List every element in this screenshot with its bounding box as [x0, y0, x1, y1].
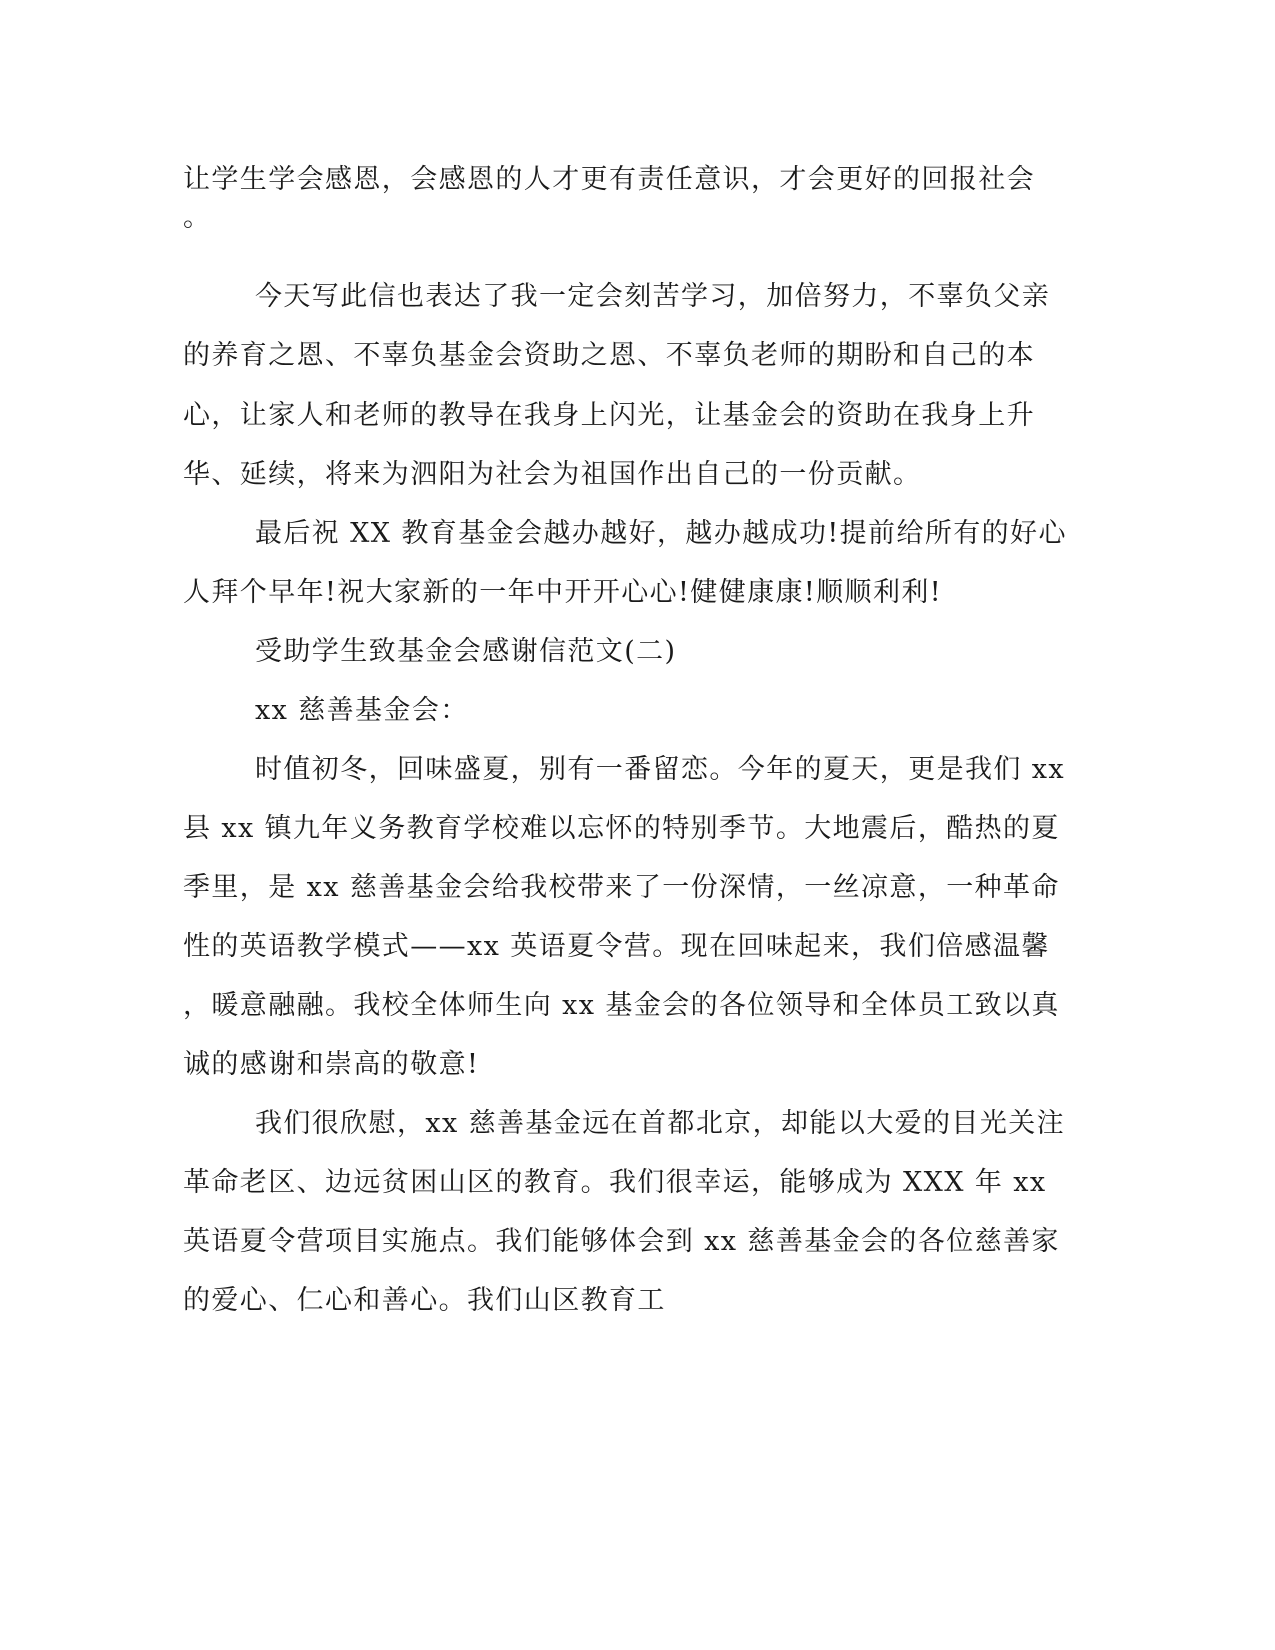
- paragraph-line: 最后祝 XX 教育基金会越办越好，越办越成功!提前给所有的好心: [255, 518, 1067, 549]
- salutation: xx 慈善基金会：: [255, 695, 469, 726]
- paragraph-line: 。: [183, 202, 212, 233]
- paragraph-line: 今天写此信也表达了我一定会刻苦学习，加倍努力，不辜负父亲: [255, 281, 1051, 312]
- paragraph-line: 的爱心、仁心和善心。我们山区教育工: [183, 1285, 666, 1316]
- paragraph-line: 季里，是 xx 慈善基金会给我校带来了一份深情，一丝凉意，一种革命: [183, 872, 1060, 903]
- paragraph-line: 县 xx 镇九年义务教育学校难以忘怀的特别季节。大地震后，酷热的夏: [183, 813, 1060, 844]
- paragraph-line: 心，让家人和老师的教导在我身上闪光，让基金会的资助在我身上升: [183, 400, 1035, 431]
- section-heading: 受助学生致基金会感谢信范文(二): [255, 636, 677, 667]
- paragraph-line: 时值初冬，回味盛夏，别有一番留恋。今年的夏天，更是我们 xx: [255, 754, 1066, 785]
- paragraph-line: 的养育之恩、不辜负基金会资助之恩、不辜负老师的期盼和自己的本: [183, 340, 1035, 371]
- paragraph-line: 性的英语教学模式——xx 英语夏令营。现在回味起来，我们倍感温馨: [183, 931, 1050, 962]
- paragraph-line: 革命老区、边远贫困山区的教育。我们很幸运，能够成为 XXX 年 xx: [183, 1167, 1047, 1198]
- paragraph-line: 我们很欣慰，xx 慈善基金远在首都北京，却能以大爱的目光关注: [255, 1108, 1066, 1139]
- paragraph-line: 英语夏令营项目实施点。我们能够体会到 xx 慈善基金会的各位慈善家: [183, 1226, 1060, 1257]
- paragraph-line: ，暖意融融。我校全体师生向 xx 基金会的各位领导和全体员工致以真: [183, 990, 1060, 1021]
- paragraph-line: 华、延续，将来为泗阳为社会为祖国作出自己的一份贡献。: [183, 459, 922, 490]
- paragraph-line: 人拜个早年!祝大家新的一年中开开心心!健健康康!顺顺利利!: [183, 577, 942, 608]
- paragraph-line: 让学生学会感恩，会感恩的人才更有责任意识，才会更好的回报社会: [183, 164, 1035, 195]
- paragraph-line: 诚的感谢和崇高的敬意!: [183, 1049, 480, 1080]
